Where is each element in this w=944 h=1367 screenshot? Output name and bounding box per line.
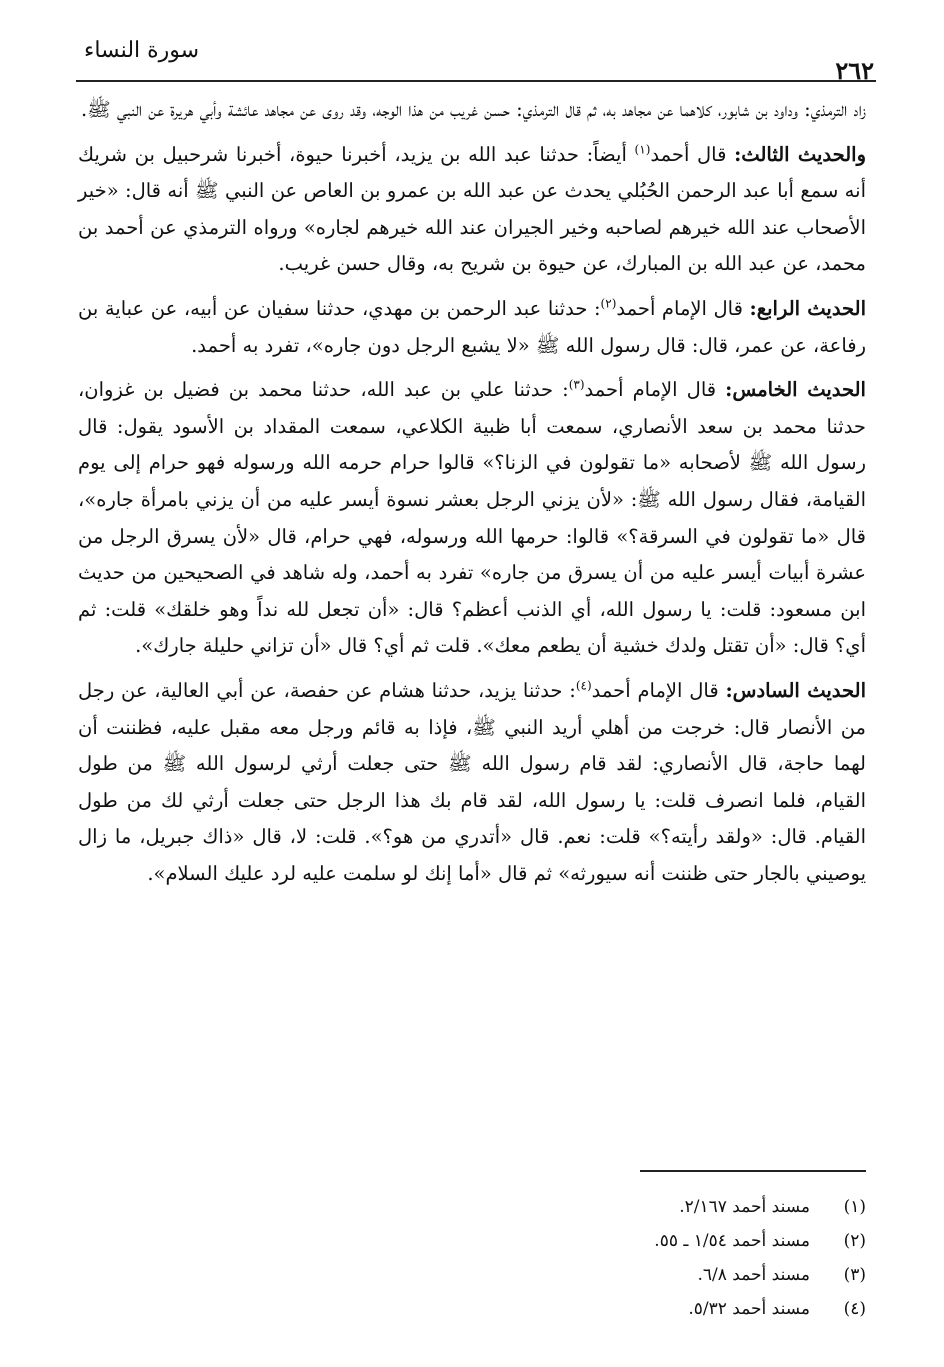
footnote (366, 1258, 866, 1292)
paragraph-text: : حدثنا عبد الرحمن بن مهدي، حدثنا سفيان عن أبيه، عن عباية بن رفاعة، عن عمر، قال: قال رسول الله ﷺ «لا يشبع الرجل دون جاره»، تفرد به أحمد. (78, 296, 866, 357)
attribution-text: قال أحمد (650, 142, 735, 166)
footnote-ref: (٣) (568, 377, 585, 392)
paragraph-text: : حدثنا علي بن عبد الله، حدثنا محمد بن فضيل بن غزوان، حدثنا محمد بن سعد الأنصاري، سمعت أبا ظبية الكلاعي، سمعت المقداد بن الأسود يقول: قال رسول الله ﷺ لأصحابه «ما تقولون في الزنا؟» قالوا حرام حرمه الله ورسوله فهو حرام إلى يوم القيامة، فقال رسول الله ﷺ: «لأن يزني الرجل بعشر نسوة أيسر عليه من أن يزني بامرأة جاره»، قال «ما تقولون في السرقة؟» قالوا: حرمها الله ورسوله، فهي حرام، قال «لأن يسرق الرجل من عشرة أبيات أيسر عليه من أن يسرق من جاره» تفرد به أحمد، وله شاهد في الصحيحين من حديث ابن مسعود: قلت: يا رسول الله، أي الذنب أعظم؟ قال: «أن تجعل لله نداً وهو خلقك» قلت: ثم أي؟ قال: «أن تقتل ولدك خشية أن يطعم معك». قلت ثم أي؟ قال «أن تزاني حليلة جارك». (78, 378, 866, 658)
main-text (78, 92, 866, 892)
hadith-heading: الحديث السادس: (725, 678, 866, 702)
footnote-ref: (١) (634, 142, 651, 157)
footnote (366, 1190, 866, 1224)
hadith-heading: الحديث الرابع: (749, 296, 866, 320)
footnote (366, 1224, 866, 1258)
footnote-text: مسند أحمد ١/٥٤ ـ ٥٥. (654, 1231, 810, 1251)
footnote-number: (٤) (843, 1299, 866, 1319)
footnote-text: مسند أحمد ٦/٨. (697, 1265, 810, 1285)
footnote-number: (١) (843, 1197, 866, 1217)
paragraph-text: أيضاً: حدثنا عبد الله بن يزيد، أخبرنا حيوة، أخبرنا شرحبيل بن شريك أنه سمع أبا عبد الرحمن الحُبُلي يحدث عن عبد الله بن عمرو بن العاص عن النبي ﷺ أنه قال: «خير الأصحاب عند الله خيرهم لصاحبه وخير الجيران عند الله خيرهم لجاره» ورواه الترمذي عن أحمد بن محمد، عن عبد الله بن المبارك، عن حيوة بن شريح به، وقال حسن غريب. (78, 142, 866, 276)
footnote-ref: (٤) (575, 678, 592, 693)
footnotes (366, 1190, 866, 1326)
footnote-text: مسند أحمد ٢/١٦٧. (679, 1197, 810, 1217)
paragraph-continuation (78, 92, 866, 129)
paragraph-hadith-4 (78, 291, 866, 364)
hadith-heading: الحديث الخامس: (725, 378, 866, 402)
paragraph-hadith-3 (78, 137, 866, 283)
footnote (366, 1292, 866, 1326)
attribution-text: قال الإمام أحمد (591, 678, 726, 702)
paragraph-text: زاد الترمذي: وداود بن شابور، كلاهما عن مجاهد به، ثم قال الترمذي: حسن غريب من هذا الوجه، وقد روى عن مجاهد عائشة وأبي هريرة عن النبي ﷺ. (80, 98, 866, 121)
footnote-number: (٣) (843, 1265, 866, 1285)
footnote-text: مسند أحمد ٥/٣٢. (688, 1299, 810, 1319)
attribution-text: قال الإمام أحمد (584, 378, 726, 402)
page-number: ٢٦٢ (835, 56, 874, 85)
paragraph-hadith-6 (78, 673, 866, 893)
footnote-ref: (٢) (600, 296, 617, 311)
header-rule (76, 80, 876, 82)
footnote-divider (640, 1170, 866, 1172)
hadith-heading: والحديث الثالث: (734, 142, 867, 166)
attribution-text: قال الإمام أحمد (616, 296, 750, 320)
running-title: سورة النساء (84, 38, 200, 63)
paragraph-hadith-5 (78, 372, 866, 665)
paragraph-text: : حدثنا يزيد، حدثنا هشام عن حفصة، عن أبي العالية، عن رجل من الأنصار قال: خرجت من أهلي أريد النبي ﷺ، فإذا به قائم ورجل معه مقبل عليه، فظننت أن لهما حاجة، قال الأنصاري: لقد قام رسول الله ﷺ حتى جعلت أرثي لرسول الله ﷺ من طول القيام، فلما انصرف قلت: يا رسول الله، لقد قام بك هذا الرجل حتى جعلت أرثي لك من طول القيام. قال: «ولقد رأيته؟» قلت: نعم. قال «أتدري من هو؟». قلت: لا، قال «ذاك جبريل، ما زال يوصيني بالجار حتى ظننت أنه سيورثه» ثم قال «أما إنك لو سلمت عليه لرد عليك السلام». (78, 678, 866, 885)
footnote-number: (٢) (843, 1231, 866, 1251)
